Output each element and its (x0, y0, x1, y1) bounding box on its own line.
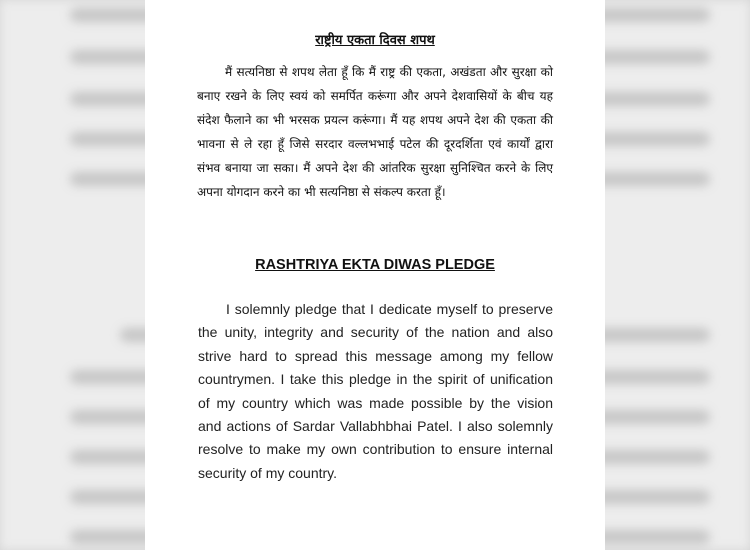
english-pledge-text: I solemnly pledge that I dedicate myself to preserve the unity, integrity and security of the nation and also strive hard to spread this message among my fellow countrymen. I take this pledge in the spirit of unification of my country which was made possible by the vision and actions of Sardar Vallabhbhai Patel. I also solemnly resolve to make my own contribution to ensure internal security of my country. (198, 301, 553, 481)
right-blur-overlay (605, 0, 750, 550)
left-blur-overlay (0, 0, 145, 550)
hindi-pledge-title: राष्ट्रीय एकता दिवस शपथ (315, 33, 435, 48)
hindi-pledge-text: मैं सत्यनिष्ठा से शपथ लेता हूँ कि मैं राष्ट्र की एकता, अखंडता और सुरक्षा को बनाए रखने के लिए स्वयं को समर्पित करूंगा और अपने देशवासियों के बीच यह संदेश फैलाने का भी भरसक प्रयत्न करूंगा। मैं यह शपथ अपने देश की एकता की भावना से ले रहा हूँ जिसे सरदार वल्लभभाई पटेल की दूरदर्शिता एवं कार्यों द्वारा संभव बनाया जा सका। मैं अपने देश की आंतरिक सुरक्षा सुनिश्चित करने के लिए अपना योगदान करने का भी सत्यनिष्ठा से संकल्प करता हूँ। (197, 65, 553, 199)
english-pledge-title: RASHTRIYA EKTA DIWAS PLEDGE (255, 257, 495, 273)
pledge-document (145, 0, 605, 550)
